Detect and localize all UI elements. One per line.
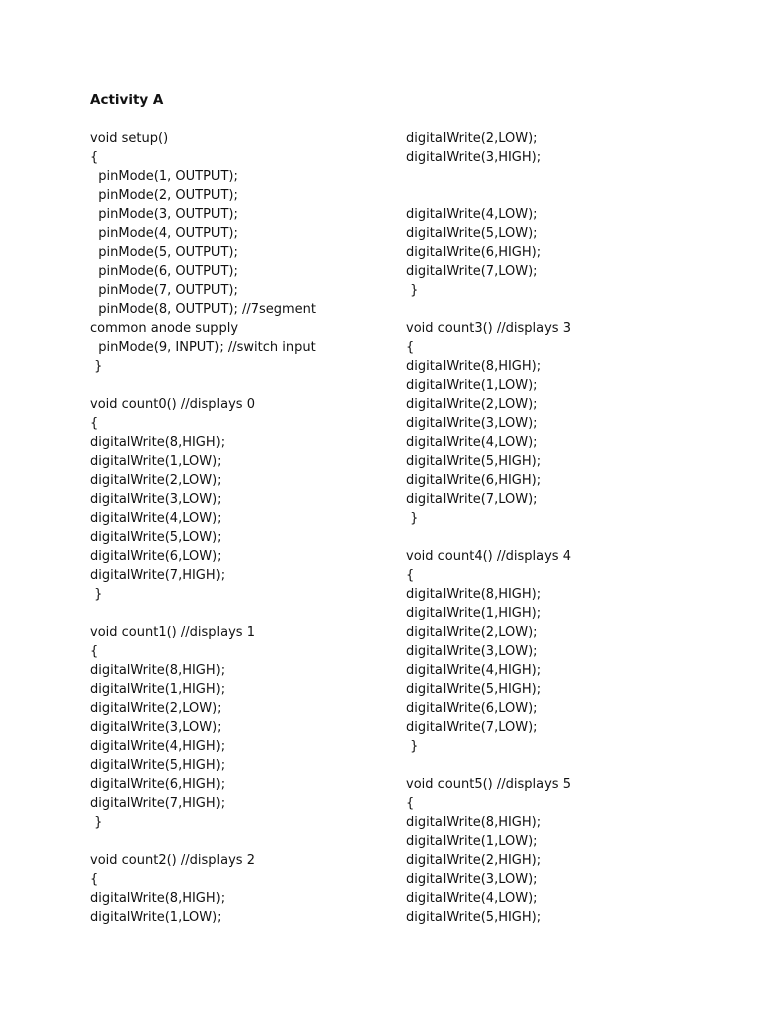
code-line: digitalWrite(3,HIGH); <box>406 150 542 165</box>
code-line: digitalWrite(3,LOW); <box>406 872 538 887</box>
code-line: digitalWrite(7,LOW); <box>406 264 538 279</box>
code-line: digitalWrite(8,HIGH); <box>90 663 226 678</box>
code-line <box>90 604 390 623</box>
code-line: digitalWrite(1,LOW); <box>90 910 222 925</box>
code-line: digitalWrite(4,HIGH); <box>90 739 226 754</box>
code-line: digitalWrite(7,HIGH); <box>90 568 226 583</box>
code-line: digitalWrite(5,HIGH); <box>90 758 226 773</box>
code-line: digitalWrite(6,HIGH); <box>406 245 542 260</box>
code-line <box>406 756 736 775</box>
code-line: digitalWrite(6,HIGH); <box>90 777 226 792</box>
code-line: { <box>406 568 415 583</box>
code-line: digitalWrite(2,LOW); <box>90 701 222 716</box>
code-line: pinMode(6, OUTPUT); <box>90 264 238 279</box>
code-line: digitalWrite(7,LOW); <box>406 720 538 735</box>
code-line: pinMode(1, OUTPUT); <box>90 169 238 184</box>
code-line: pinMode(3, OUTPUT); <box>90 207 238 222</box>
code-line: digitalWrite(2,LOW); <box>406 131 538 146</box>
code-line: } <box>406 511 419 526</box>
code-line: common anode supply <box>90 321 239 336</box>
page-title: Activity A <box>90 92 164 108</box>
left-code-column <box>90 129 390 927</box>
code-line: digitalWrite(5,HIGH); <box>406 910 542 925</box>
code-line <box>406 528 736 547</box>
code-line: digitalWrite(6,LOW); <box>90 549 222 564</box>
code-line: digitalWrite(4,LOW); <box>406 891 538 906</box>
code-line: void count1() //displays 1 <box>90 625 255 640</box>
code-line: digitalWrite(2,LOW); <box>406 625 538 640</box>
code-line: { <box>90 150 99 165</box>
code-line: digitalWrite(1,HIGH); <box>406 606 542 621</box>
code-line: void count2() //displays 2 <box>90 853 255 868</box>
code-line: pinMode(8, OUTPUT); //7segment <box>90 302 317 317</box>
code-line: digitalWrite(5,HIGH); <box>406 454 542 469</box>
right-code-column <box>406 129 736 927</box>
code-line: pinMode(5, OUTPUT); <box>90 245 238 260</box>
code-line: digitalWrite(2,LOW); <box>406 397 538 412</box>
code-line <box>90 376 390 395</box>
code-line: pinMode(4, OUTPUT); <box>90 226 238 241</box>
code-line: digitalWrite(7,LOW); <box>406 492 538 507</box>
code-line: void count0() //displays 0 <box>90 397 255 412</box>
code-line: digitalWrite(7,HIGH); <box>90 796 226 811</box>
code-line: digitalWrite(2,LOW); <box>90 473 222 488</box>
code-line <box>406 167 736 186</box>
code-line: digitalWrite(1,HIGH); <box>90 682 226 697</box>
code-line: digitalWrite(4,HIGH); <box>406 663 542 678</box>
code-line: digitalWrite(3,LOW); <box>90 720 222 735</box>
code-line: digitalWrite(1,LOW); <box>90 454 222 469</box>
code-line: } <box>406 283 419 298</box>
code-line: { <box>406 340 415 355</box>
code-line: } <box>90 359 103 374</box>
code-line: digitalWrite(8,HIGH); <box>406 815 542 830</box>
code-line: digitalWrite(8,HIGH); <box>90 435 226 450</box>
code-line: void count3() //displays 3 <box>406 321 571 336</box>
code-line: { <box>90 644 99 659</box>
code-line: digitalWrite(4,LOW); <box>406 435 538 450</box>
code-line: pinMode(9, INPUT); //switch input <box>90 340 316 355</box>
code-line: } <box>90 815 103 830</box>
code-line: { <box>90 416 99 431</box>
code-line: digitalWrite(1,LOW); <box>406 834 538 849</box>
code-line: pinMode(7, OUTPUT); <box>90 283 238 298</box>
code-line: { <box>90 872 99 887</box>
code-line: digitalWrite(8,HIGH); <box>406 587 542 602</box>
code-line: digitalWrite(3,LOW); <box>406 644 538 659</box>
code-line <box>406 300 736 319</box>
code-line: digitalWrite(5,LOW); <box>406 226 538 241</box>
code-line: digitalWrite(5,HIGH); <box>406 682 542 697</box>
code-line: void count5() //displays 5 <box>406 777 571 792</box>
code-line: digitalWrite(6,LOW); <box>406 701 538 716</box>
code-line: digitalWrite(5,LOW); <box>90 530 222 545</box>
code-line: digitalWrite(6,HIGH); <box>406 473 542 488</box>
code-line: digitalWrite(4,LOW); <box>90 511 222 526</box>
code-line: digitalWrite(3,LOW); <box>90 492 222 507</box>
code-line <box>406 186 736 205</box>
code-line: digitalWrite(2,HIGH); <box>406 853 542 868</box>
code-line: } <box>90 587 103 602</box>
code-line: pinMode(2, OUTPUT); <box>90 188 238 203</box>
code-line <box>90 832 390 851</box>
code-line: digitalWrite(4,LOW); <box>406 207 538 222</box>
code-line: } <box>406 739 419 754</box>
code-line: void setup() <box>90 131 169 146</box>
code-line: { <box>406 796 415 811</box>
code-line: digitalWrite(3,LOW); <box>406 416 538 431</box>
code-line: digitalWrite(8,HIGH); <box>406 359 542 374</box>
code-line: void count4() //displays 4 <box>406 549 571 564</box>
code-line: digitalWrite(8,HIGH); <box>90 891 226 906</box>
code-line: digitalWrite(1,LOW); <box>406 378 538 393</box>
